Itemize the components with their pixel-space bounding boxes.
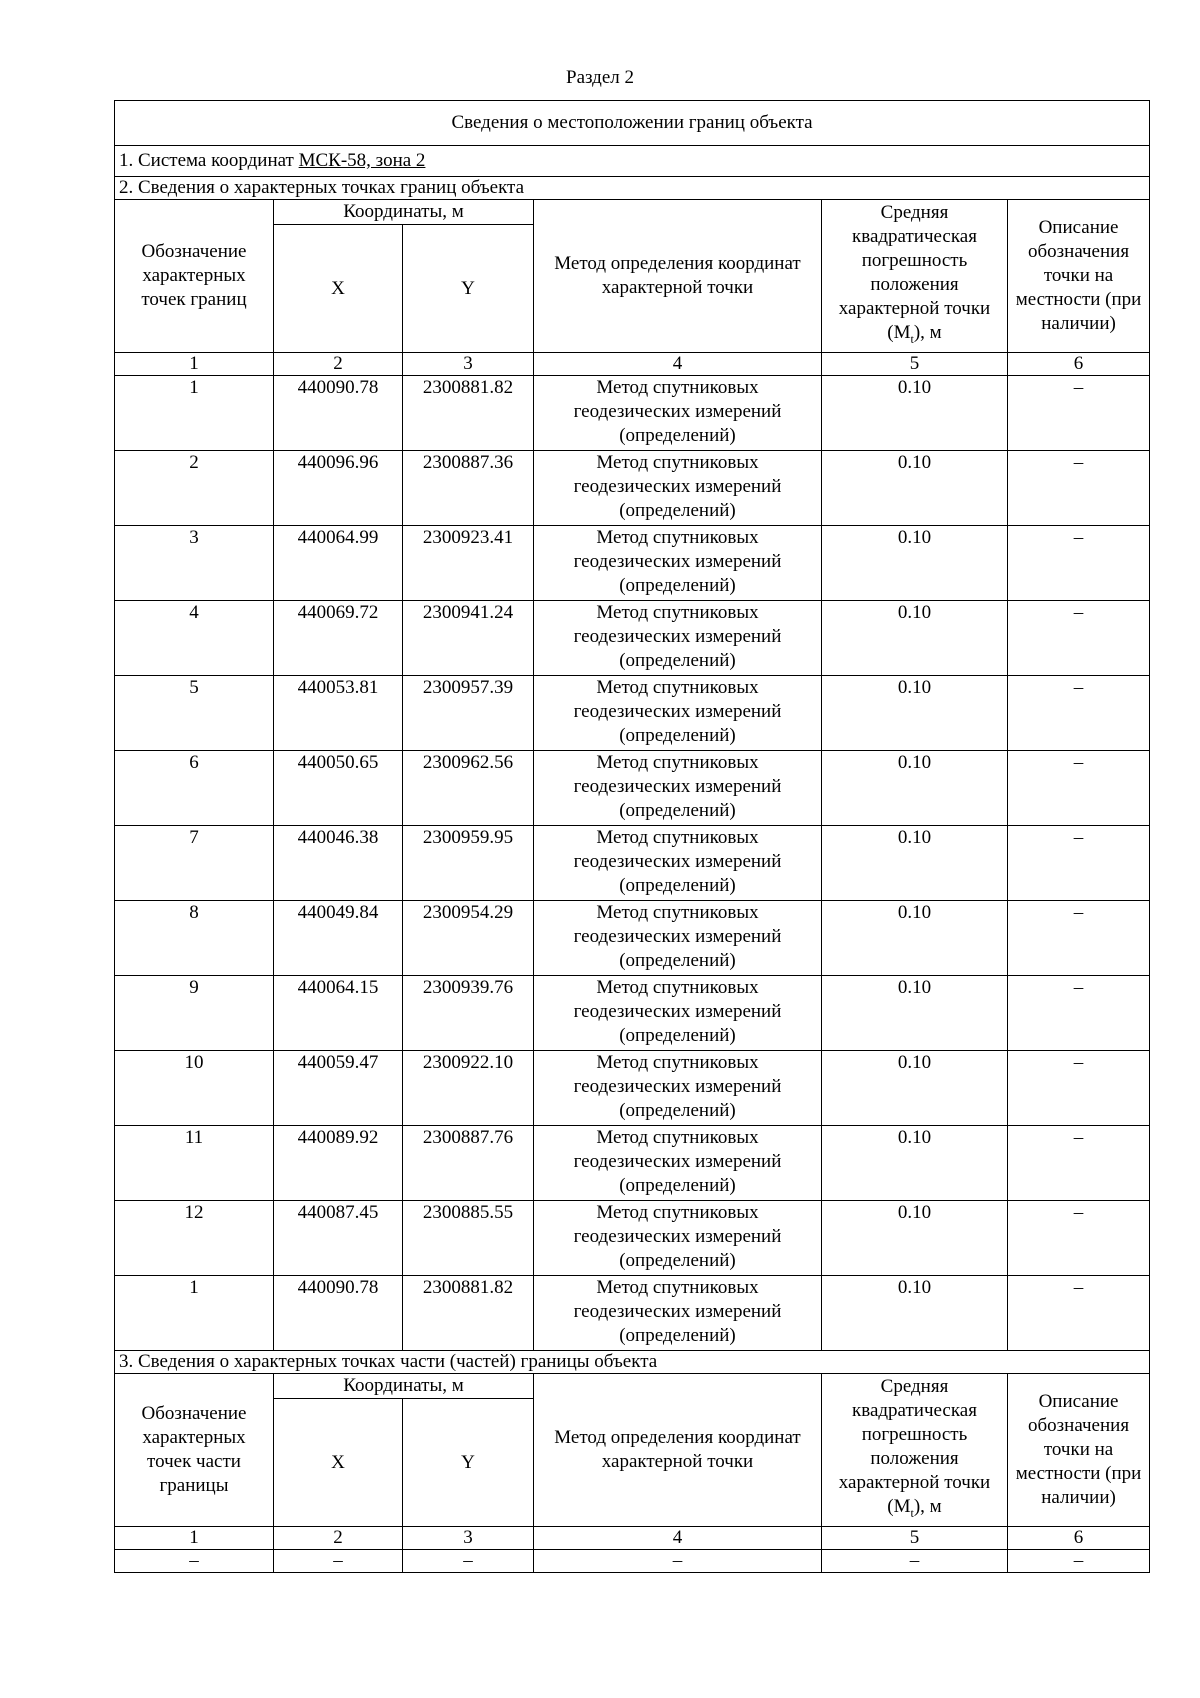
description: – [1008,1276,1150,1351]
coord-y: 2300885.55 [403,1201,534,1276]
header-error: Средняя квадратическая погрешность положения характерной точки $(M_t)$, м [822,1374,1008,1527]
header-designation: Обозначение характерных точек части границы [115,1374,274,1527]
point-id: 1 [115,376,274,451]
table-row [115,1201,1150,1276]
coord-y: – [403,1550,534,1573]
column-number: 1 [115,1527,274,1550]
coord-system-row [115,146,1150,177]
coord-x: 440046.38 [274,826,403,901]
coord-x: 440090.78 [274,1276,403,1351]
table-row [115,826,1150,901]
column-number: 3 [403,353,534,376]
point-id: 12 [115,1201,274,1276]
points-section-title: 2. Сведения о характерных точках границ объекта [115,177,1150,200]
coord-x: 440049.84 [274,901,403,976]
method: – [534,1550,822,1573]
method: Метод спутниковых геодезических измерений (определений) [534,751,822,826]
coord-x: 440087.45 [274,1201,403,1276]
table-title-row [115,101,1150,146]
description: – [1008,826,1150,901]
table-row [115,1276,1150,1351]
coord-y: 2300887.36 [403,451,534,526]
coord-x: 440050.65 [274,751,403,826]
header-description: Описание обозначения точки на местности (при наличии) [1008,1374,1150,1527]
error: 0.10 [822,1126,1008,1201]
error: 0.10 [822,376,1008,451]
error: 0.10 [822,1051,1008,1126]
coord-y: 2300939.76 [403,976,534,1051]
point-id: 1 [115,1276,274,1351]
column-number: 1 [115,353,274,376]
table-row [115,601,1150,676]
table-row [115,376,1150,451]
header-method: Метод определения координат характерной точки [534,1374,822,1527]
table-title: Сведения о местоположении границ объекта [115,101,1150,146]
point-id: 11 [115,1126,274,1201]
point-id: 10 [115,1051,274,1126]
parts-column-numbers-row [115,1527,1150,1550]
description: – [1008,376,1150,451]
description: – [1008,1550,1150,1573]
header-coordinates: Координаты, м [274,1374,534,1399]
error: 0.10 [822,1276,1008,1351]
method: Метод спутниковых геодезических измерений (определений) [534,451,822,526]
column-number: 6 [1008,1527,1150,1550]
description: – [1008,676,1150,751]
error: 0.10 [822,676,1008,751]
coord-y: 2300957.39 [403,676,534,751]
header-designation: Обозначение характерных точек границ [115,200,274,353]
point-id: 2 [115,451,274,526]
header-coordinates: Координаты, м [274,200,534,225]
error: 0.10 [822,901,1008,976]
description: – [1008,976,1150,1051]
table-row [115,676,1150,751]
column-number: 2 [274,1527,403,1550]
method: Метод спутниковых геодезических измерений (определений) [534,901,822,976]
coord-system [115,146,1150,177]
description: – [1008,601,1150,676]
method: Метод спутниковых геодезических измерений (определений) [534,526,822,601]
method: Метод спутниковых геодезических измерений (определений) [534,1126,822,1201]
header-method: Метод определения координат характерной точки [534,200,822,353]
description: – [1008,526,1150,601]
method: Метод спутниковых геодезических измерений (определений) [534,1051,822,1126]
table-row [115,451,1150,526]
coord-x: – [274,1550,403,1573]
column-number: 5 [822,353,1008,376]
coord-y: 2300941.24 [403,601,534,676]
coord-x: 440089.92 [274,1126,403,1201]
points-header-row [115,200,1150,225]
column-number: 5 [822,1527,1008,1550]
method: Метод спутниковых геодезических измерений (определений) [534,976,822,1051]
method: Метод спутниковых геодезических измерений (определений) [534,1276,822,1351]
coord-x: 440069.72 [274,601,403,676]
point-id: 8 [115,901,274,976]
table-row [115,1051,1150,1126]
coord-y: 2300881.82 [403,1276,534,1351]
column-number: 4 [534,1527,822,1550]
point-id: 9 [115,976,274,1051]
point-id: 4 [115,601,274,676]
points-column-numbers-row [115,353,1150,376]
coord-y: 2300887.76 [403,1126,534,1201]
coord-x: 440064.99 [274,526,403,601]
description: – [1008,1126,1150,1201]
point-id: 5 [115,676,274,751]
coord-system-prefix: 1. Система координат [119,150,294,171]
method: Метод спутниковых геодезических измерений (определений) [534,601,822,676]
boundary-table [114,100,1150,1573]
coord-x: 440059.47 [274,1051,403,1126]
header-x: X [274,1399,403,1527]
method: Метод спутниковых геодезических измерений (определений) [534,676,822,751]
error: 0.10 [822,826,1008,901]
error: 0.10 [822,526,1008,601]
column-number: 4 [534,353,822,376]
coord-y: 2300962.56 [403,751,534,826]
point-id: 3 [115,526,274,601]
coord-y: 2300922.10 [403,1051,534,1126]
point-id: – [115,1550,274,1573]
table-row [115,976,1150,1051]
section-title: Раздел 2 [566,67,634,88]
coord-y: 2300954.29 [403,901,534,976]
parts-section-title: 3. Сведения о характерных точках части (частей) границы объекта [115,1351,1150,1374]
error: 0.10 [822,751,1008,826]
coord-x: 440064.15 [274,976,403,1051]
error: 0.10 [822,601,1008,676]
method: Метод спутниковых геодезических измерений (определений) [534,376,822,451]
parts-section-title-row [115,1351,1150,1374]
header-description: Описание обозначения точки на местности (при наличии) [1008,200,1150,353]
column-number: 6 [1008,353,1150,376]
points-section-title-row [115,177,1150,200]
table-row [115,751,1150,826]
header-error: Средняя квадратическая погрешность положения характерной точки $(M_t)$, м [822,200,1008,353]
method: Метод спутниковых геодезических измерений (определений) [534,1201,822,1276]
coord-y: 2300959.95 [403,826,534,901]
parts-header-row [115,1374,1150,1399]
error: 0.10 [822,451,1008,526]
column-number: 2 [274,353,403,376]
point-id: 7 [115,826,274,901]
header-y: Y [403,225,534,353]
error: – [822,1550,1008,1573]
description: – [1008,751,1150,826]
table-row [115,1550,1150,1573]
method: Метод спутниковых геодезических измерений (определений) [534,826,822,901]
table-row [115,526,1150,601]
table-row [115,1126,1150,1201]
point-id: 6 [115,751,274,826]
header-y: Y [403,1399,534,1527]
header-x: X [274,225,403,353]
column-number: 3 [403,1527,534,1550]
coord-y: 2300881.82 [403,376,534,451]
description: – [1008,1201,1150,1276]
coord-x: 440096.96 [274,451,403,526]
coord-x: 440090.78 [274,376,403,451]
description: – [1008,1051,1150,1126]
description: – [1008,451,1150,526]
error: 0.10 [822,1201,1008,1276]
coord-x: 440053.81 [274,676,403,751]
coord-system-value: МСК-58, зона 2 [298,150,426,171]
table-row [115,901,1150,976]
error: 0.10 [822,976,1008,1051]
description: – [1008,901,1150,976]
coord-y: 2300923.41 [403,526,534,601]
